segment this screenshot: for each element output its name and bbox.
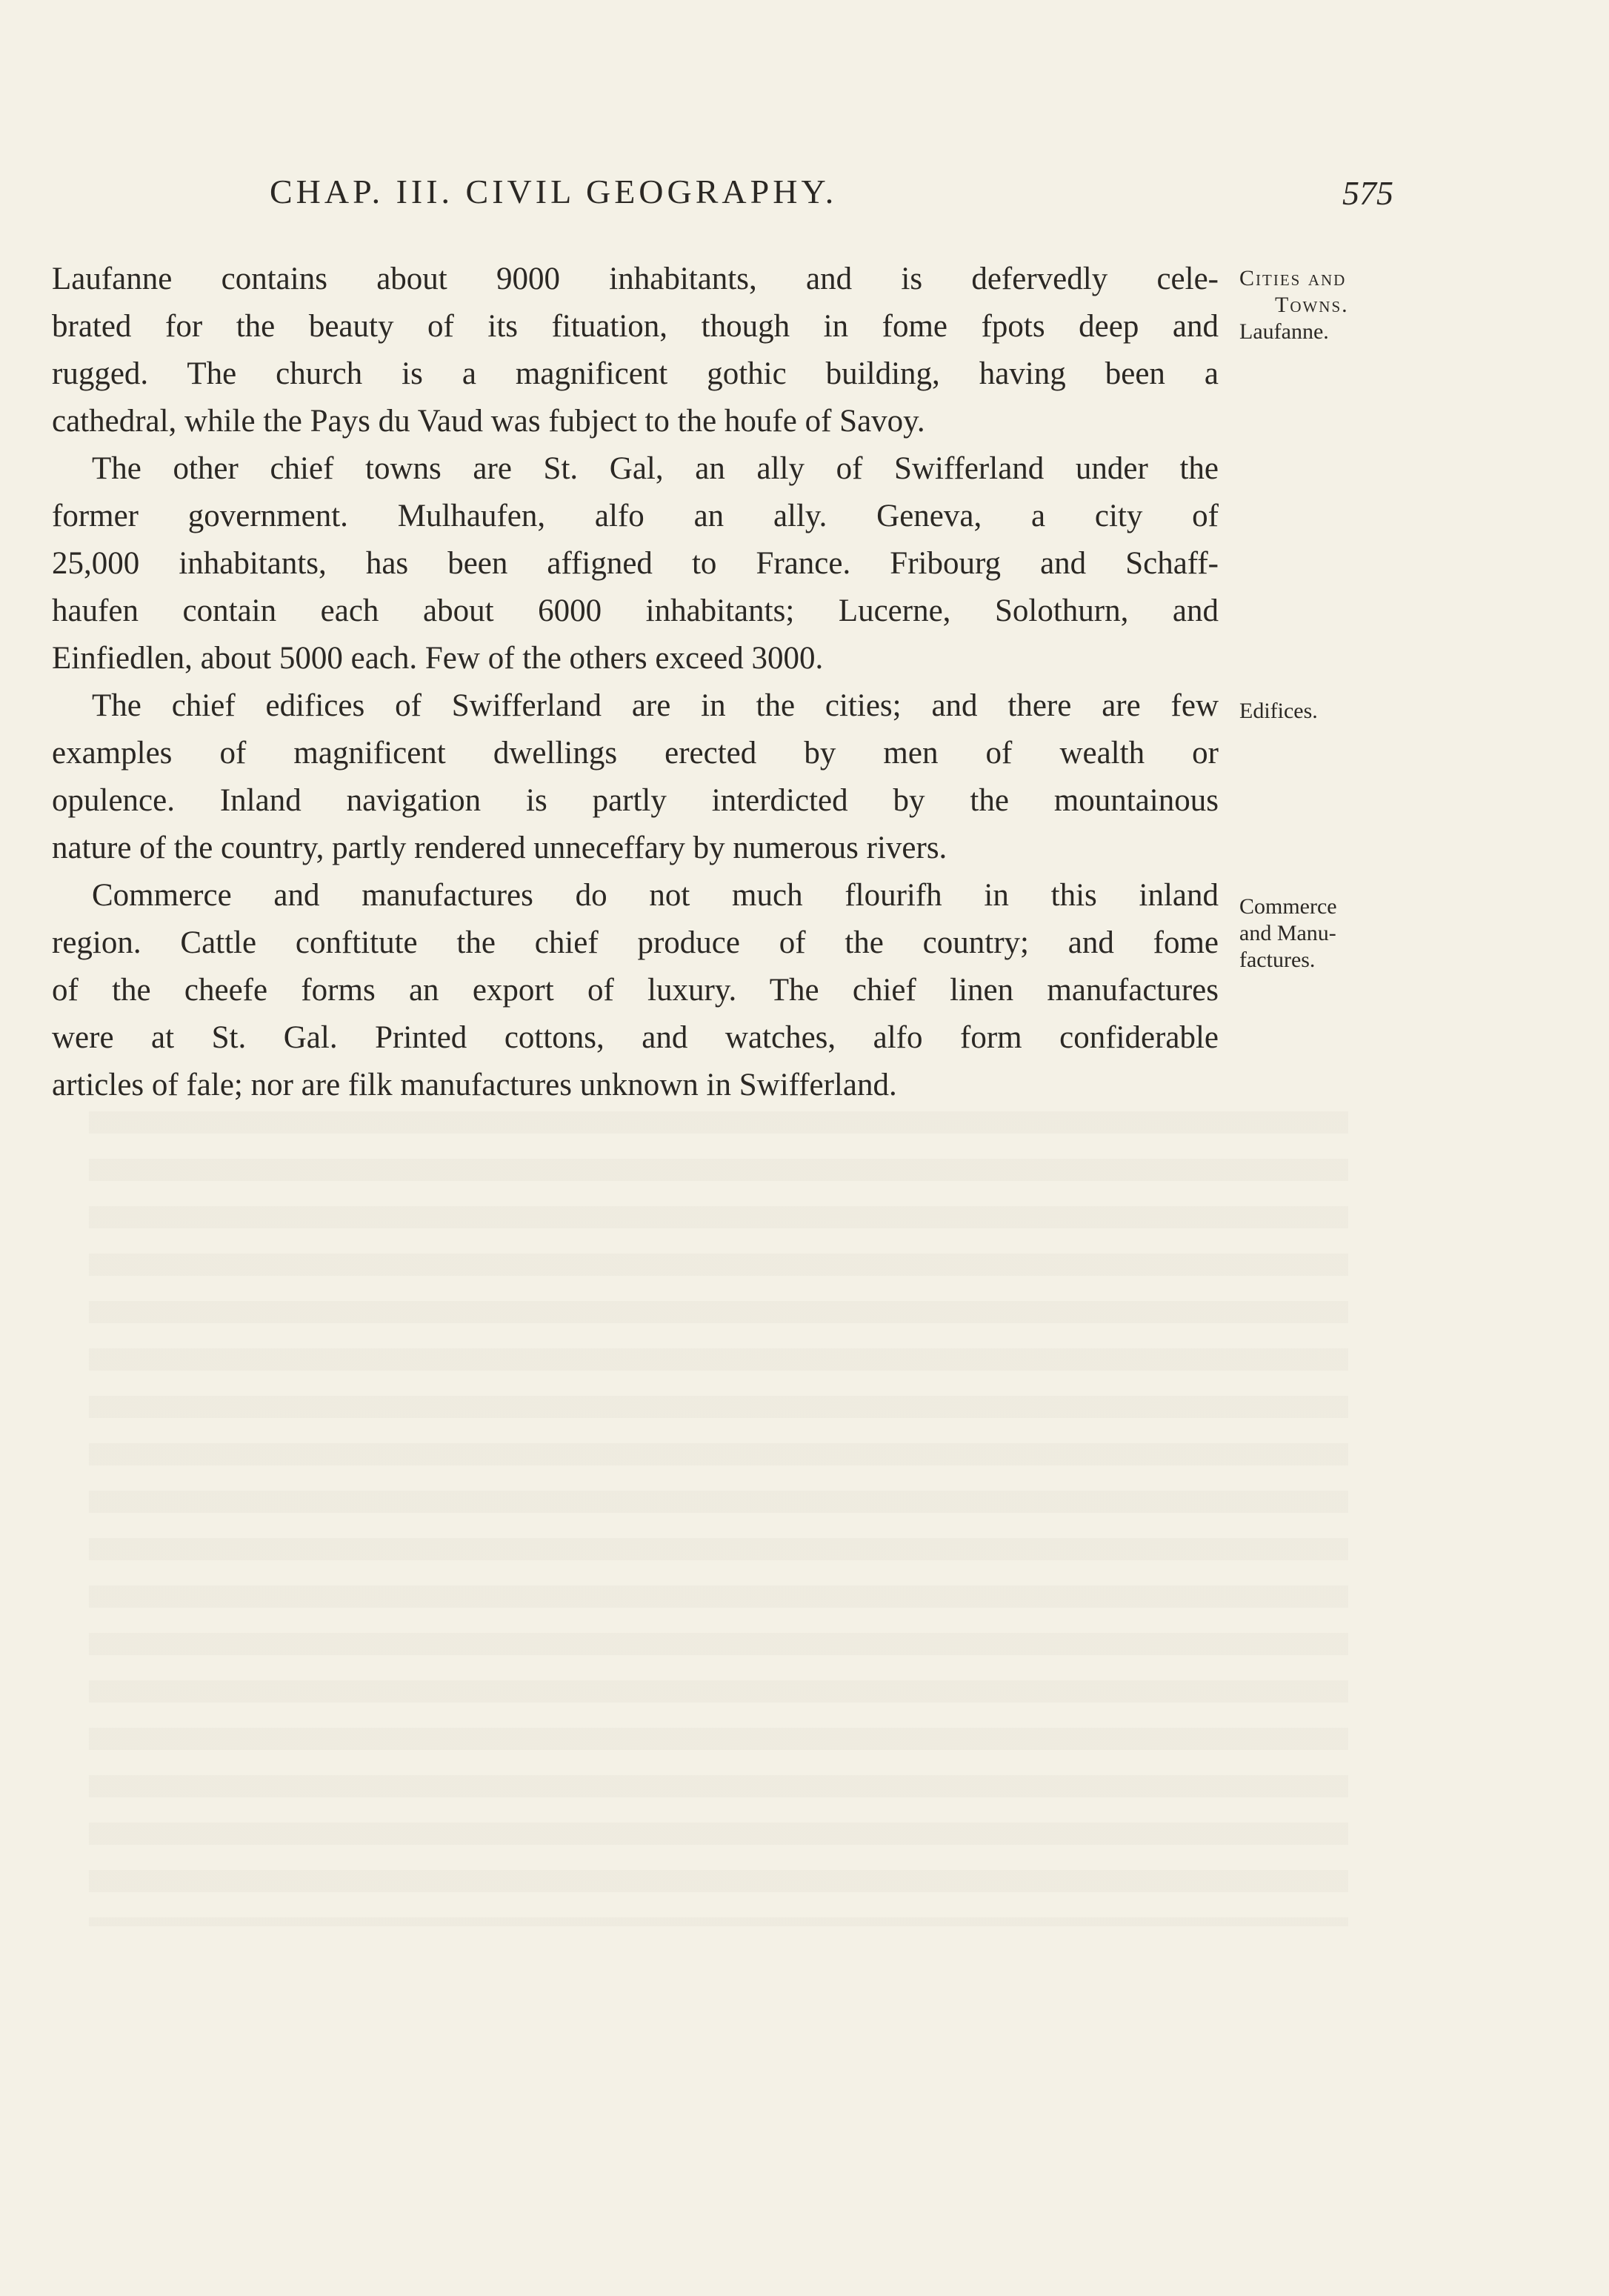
text-line: articles of fale; nor are filk manufactures unknown in Swifferland.: [52, 1068, 897, 1102]
margin-note-line: Laufanne.: [1239, 319, 1329, 344]
margin-note-line: Cities and: [1239, 266, 1347, 290]
text-line: 25,000 inhabitants, has been affigned to France. Fribourg and Schaff-: [52, 546, 1219, 581]
text-line: The chief edifices of Swifferland are in the cities; and there are few: [92, 688, 1219, 723]
running-head: CHAP. III. CIVIL GEOGRAPHY.: [270, 173, 838, 210]
text-line: former government. Mulhaufen, alfo an ally. Geneva, a city of: [52, 499, 1219, 533]
text-line: Commerce and manufactures do not much flourifh in this inland: [92, 878, 1219, 913]
body-text: [52, 256, 1219, 1109]
text-line: cathedral, while the Pays du Vaud was fubject to the houfe of Savoy.: [52, 404, 925, 439]
text-line: brated for the beauty of its fituation, though in fome fpots deep and: [52, 309, 1219, 344]
margin-note-edifices: [1239, 698, 1318, 725]
text-line: nature of the country, partly rendered unneceffary by numerous rivers.: [52, 831, 947, 865]
page-number: 575: [1342, 174, 1393, 212]
text-line: examples of magnificent dwellings erected by men of wealth or: [52, 736, 1219, 771]
margin-note-line: factures.: [1239, 948, 1316, 972]
margin-note-line: Edifices.: [1239, 699, 1318, 723]
text-line: rugged. The church is a magnificent gothic building, having been a: [52, 356, 1219, 391]
text-line: The other chief towns are St. Gal, an ally of Swifferland under the: [92, 451, 1219, 486]
text-line: opulence. Inland navigation is partly interdicted by the mountainous: [52, 783, 1219, 818]
text-line: Laufanne contains about 9000 inhabitants, and is defervedly cele-: [52, 262, 1219, 296]
margin-note-cities: [1239, 265, 1349, 345]
text-line: of the cheefe forms an export of luxury. The chief linen manufactures: [52, 973, 1219, 1008]
show-through: [89, 1111, 1348, 1926]
margin-note-line: and Manu-: [1239, 921, 1336, 945]
text-line: Einfiedlen, about 5000 each. Few of the others exceed 3000.: [52, 641, 824, 676]
margin-note-commerce: [1239, 894, 1337, 974]
margin-note-line: Towns.: [1275, 293, 1349, 317]
text-line: were at St. Gal. Printed cottons, and watches, alfo form confiderable: [52, 1020, 1219, 1055]
text-line: haufen contain each about 6000 inhabitants; Lucerne, Solothurn, and: [52, 593, 1219, 628]
margin-note-line: Commerce: [1239, 894, 1337, 919]
text-line: region. Cattle conftitute the chief produce of the country; and fome: [52, 925, 1219, 960]
